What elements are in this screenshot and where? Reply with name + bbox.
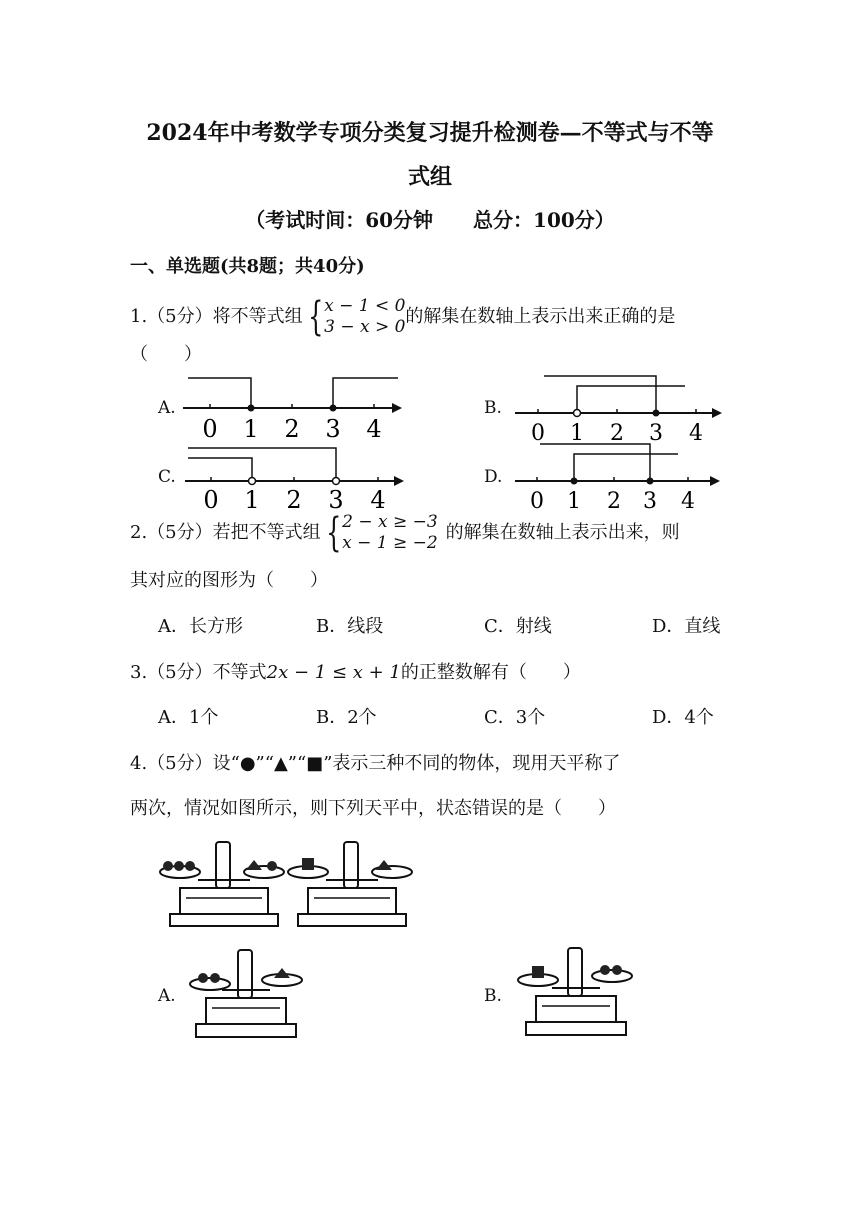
section-header: 一、单选题(共8题；共40分): [130, 256, 365, 277]
q1-option-a-numberline: [180, 370, 410, 442]
q2-line-b: 其对应的图形为（ ）: [130, 570, 328, 591]
q2-ineq-1: 2 − x ≥ −3: [342, 512, 438, 532]
q2-system: { 2 − x ≥ −3 x − 1 ≥ −2: [325, 510, 438, 556]
tick-label: 0: [531, 421, 545, 442]
q1-option-a-label: A.: [158, 398, 176, 418]
exam-info: （考试时间：60分钟 总分：100分）: [245, 208, 615, 232]
q2-option-d[interactable]: D．直线: [652, 616, 721, 637]
doc-title-line2: 式组: [407, 164, 452, 190]
tick-label: 1: [567, 489, 581, 510]
q1-option-c-label: C.: [158, 467, 176, 487]
q1-option-c-numberline: [180, 438, 410, 510]
q2-suffix: 的解集在数轴上表示出来，则: [445, 522, 680, 543]
balance-scale-figure-2: [286, 836, 416, 928]
q1-answer-paren: （ ）: [130, 344, 202, 365]
q1-ineq-2: 3 − x > 0: [324, 317, 406, 337]
tick-label: 0: [202, 415, 218, 442]
q1-option-b-numberline: [510, 370, 730, 442]
q3-prefix: 3.（5分）不等式: [130, 662, 267, 683]
tick-label: 2: [610, 421, 624, 442]
question-4-line-a: 4.（5分）设“●”“▲”“■”表示三种不同的物体，现用天平称了: [130, 753, 621, 774]
tick-label: 3: [328, 486, 344, 510]
tick-label: 0: [530, 489, 544, 510]
tick-label: 0: [203, 486, 219, 510]
q1-option-d-label: D.: [484, 467, 503, 487]
balance-scale-figure-1: [158, 836, 288, 928]
q4-option-a-scale: [184, 944, 306, 1040]
q2-ineq-2: x − 1 ≥ −2: [342, 533, 438, 553]
tick-label: 4: [370, 486, 386, 510]
q3-option-d[interactable]: D．4个: [652, 707, 714, 728]
q1-system: { x − 1 < 0 3 − x > 0: [307, 294, 406, 340]
question-1: [130, 296, 675, 338]
q2-prefix: 2.（5分）若把不等式组: [130, 522, 321, 543]
q1-ineq-1: x − 1 < 0: [324, 296, 406, 316]
q2-option-c[interactable]: C．射线: [484, 616, 552, 637]
doc-title-line1: 2024年中考数学专项分类复习提升检测卷—不等式与不等: [146, 120, 714, 146]
question-3: [130, 658, 581, 684]
q3-option-c[interactable]: C．3个: [484, 707, 546, 728]
q3-option-b[interactable]: B．2个: [316, 707, 377, 728]
tick-label: 2: [284, 415, 300, 442]
q1-prefix: 1.（5分）将不等式组: [130, 306, 303, 327]
tick-label: 4: [366, 415, 382, 442]
q4-option-a-label: A.: [158, 986, 176, 1006]
tick-label: 1: [243, 415, 259, 442]
q3-suffix: 的正整数解有（ ）: [400, 662, 581, 683]
q3-expression: 2x − 1 ≤ x + 1: [266, 662, 401, 683]
q1-option-b-label: B.: [484, 398, 502, 418]
tick-label: 1: [570, 421, 584, 442]
q2-option-a[interactable]: A．长方形: [158, 616, 243, 637]
tick-label: 4: [681, 489, 695, 510]
tick-label: 3: [649, 421, 663, 442]
q1-suffix: 的解集在数轴上表示出来正确的是: [405, 306, 676, 327]
q3-option-a[interactable]: A．1个: [158, 707, 219, 728]
tick-label: 2: [607, 489, 621, 510]
q1-option-d-numberline: [510, 438, 730, 510]
tick-label: 1: [244, 486, 260, 510]
q4-option-b-scale: [514, 942, 636, 1038]
tick-label: 3: [325, 415, 341, 442]
question-2: [130, 512, 680, 554]
tick-label: 2: [286, 486, 302, 510]
tick-label: 4: [689, 421, 703, 442]
question-4-line-b: 两次，情况如图所示，则下列天平中，状态错误的是（ ）: [130, 798, 616, 819]
tick-label: 3: [643, 489, 657, 510]
q4-option-b-label: B.: [484, 986, 502, 1006]
q2-option-b[interactable]: B．线段: [316, 616, 384, 637]
